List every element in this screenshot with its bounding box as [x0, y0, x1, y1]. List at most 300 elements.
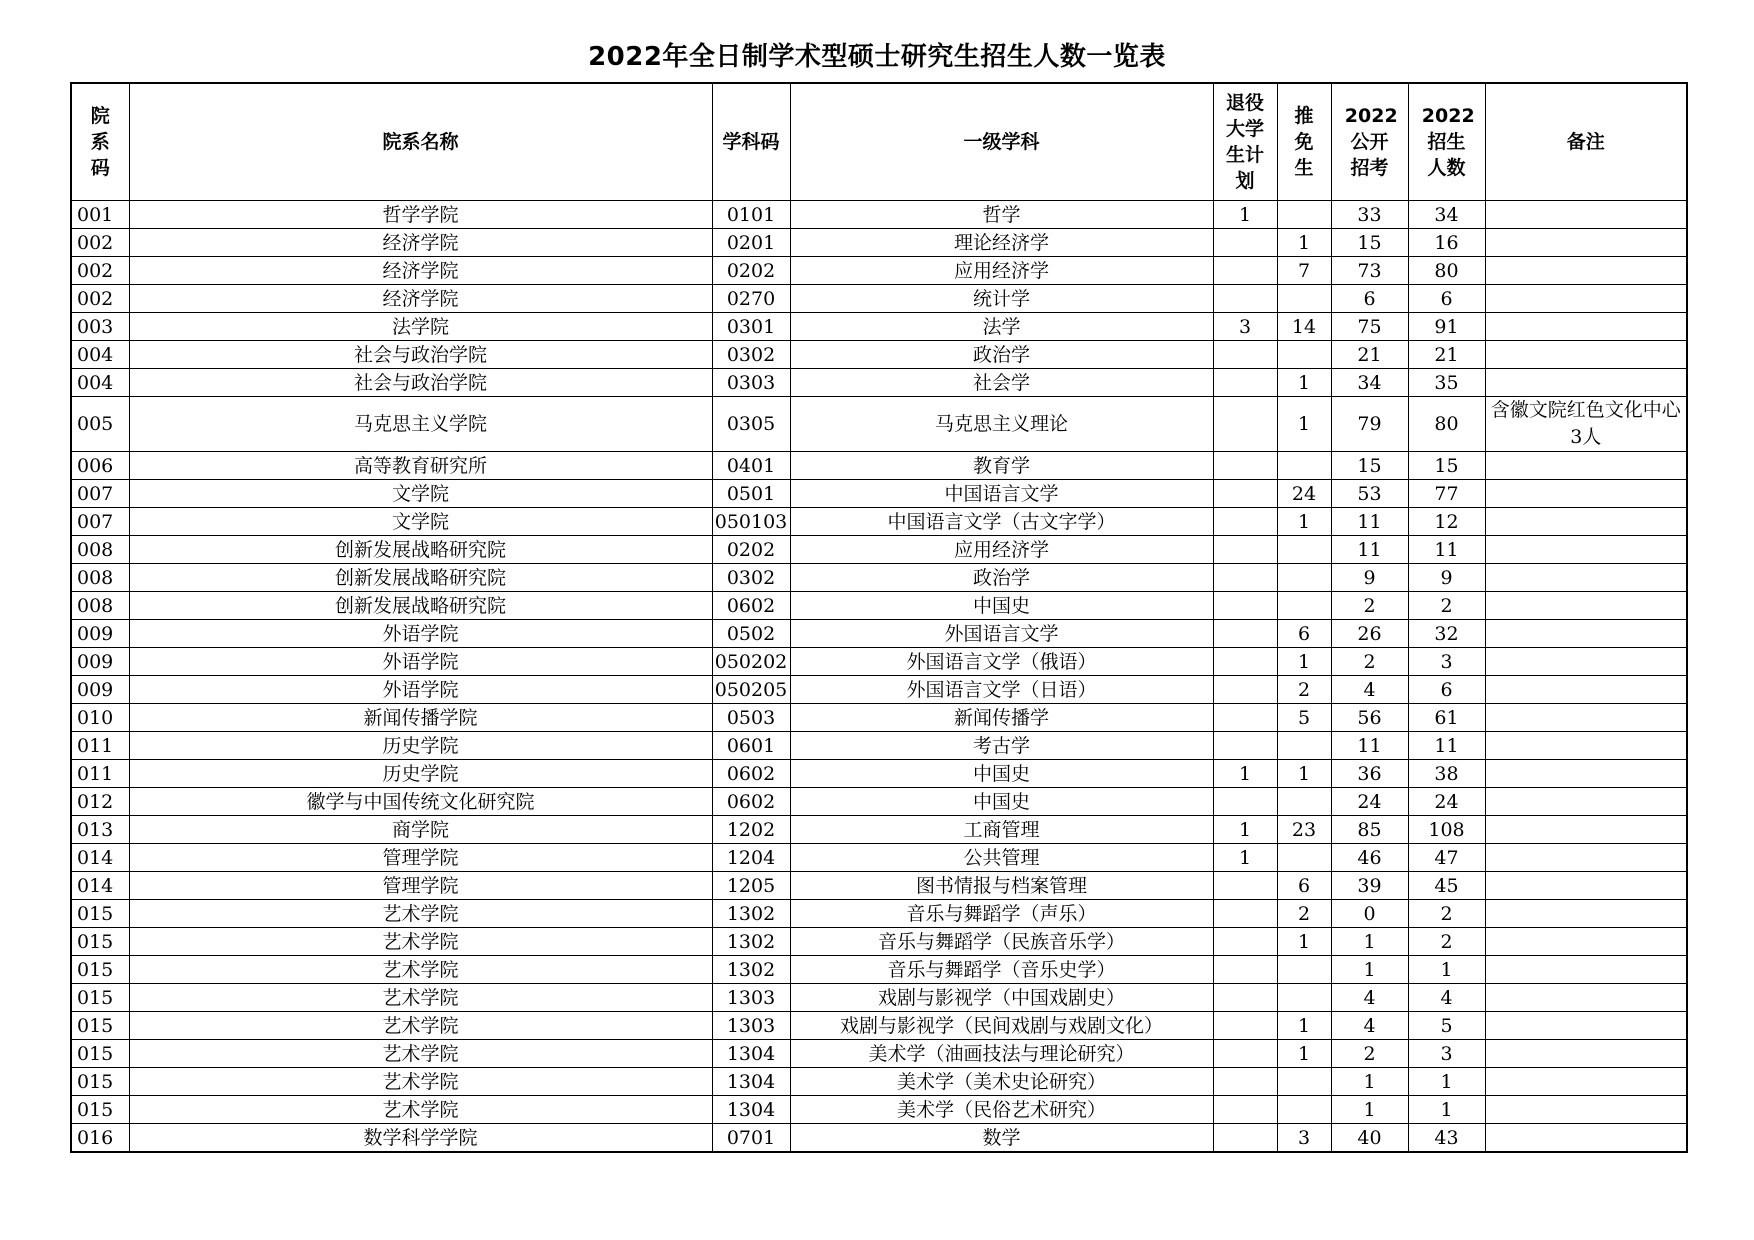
cell-exempt [1277, 564, 1331, 592]
table-row [71, 816, 1687, 844]
cell-open-exam: 34 [1331, 369, 1408, 397]
cell-dept-name: 商学院 [129, 816, 712, 844]
cell-total: 1 [1408, 956, 1485, 984]
cell-dept-code: 014 [71, 872, 129, 900]
cell-dept-code: 015 [71, 1068, 129, 1096]
cell-open-exam: 53 [1331, 480, 1408, 508]
header-dept-code: 院系码 [71, 83, 129, 201]
cell-remark [1485, 257, 1687, 285]
cell-total: 9 [1408, 564, 1485, 592]
cell-subject-code: 0302 [712, 341, 790, 369]
header-subject: 一级学科 [790, 83, 1213, 201]
cell-subject: 外国语言文学（俄语） [790, 648, 1213, 676]
cell-subject-code: 050202 [712, 648, 790, 676]
cell-veteran-plan: 3 [1213, 313, 1277, 341]
cell-remark [1485, 816, 1687, 844]
cell-subject: 马克思主义理论 [790, 397, 1213, 452]
cell-remark [1485, 536, 1687, 564]
cell-dept-code: 015 [71, 928, 129, 956]
cell-open-exam: 85 [1331, 816, 1408, 844]
cell-total: 15 [1408, 452, 1485, 480]
cell-dept-name: 哲学学院 [129, 201, 712, 229]
table-row [71, 760, 1687, 788]
cell-dept-code: 004 [71, 369, 129, 397]
header-dept-name: 院系名称 [129, 83, 712, 201]
cell-open-exam: 15 [1331, 452, 1408, 480]
cell-remark [1485, 704, 1687, 732]
cell-remark [1485, 452, 1687, 480]
cell-remark [1485, 592, 1687, 620]
cell-total: 12 [1408, 508, 1485, 536]
cell-open-exam: 2 [1331, 648, 1408, 676]
table-row [71, 1040, 1687, 1068]
table-row [71, 1096, 1687, 1124]
cell-subject: 美术学（美术史论研究） [790, 1068, 1213, 1096]
cell-subject-code: 0201 [712, 229, 790, 257]
cell-exempt [1277, 1068, 1331, 1096]
cell-exempt: 1 [1277, 1012, 1331, 1040]
cell-subject: 戏剧与影视学（民间戏剧与戏剧文化） [790, 1012, 1213, 1040]
cell-subject: 中国语言文学（古文字学） [790, 508, 1213, 536]
cell-dept-name: 文学院 [129, 480, 712, 508]
cell-dept-name: 法学院 [129, 313, 712, 341]
cell-dept-code: 011 [71, 732, 129, 760]
cell-dept-code: 002 [71, 229, 129, 257]
cell-veteran-plan [1213, 564, 1277, 592]
cell-dept-code: 010 [71, 704, 129, 732]
cell-subject: 政治学 [790, 341, 1213, 369]
cell-veteran-plan: 1 [1213, 816, 1277, 844]
cell-exempt [1277, 536, 1331, 564]
table-row [71, 508, 1687, 536]
cell-subject-code: 050205 [712, 676, 790, 704]
table-row [71, 285, 1687, 313]
cell-veteran-plan: 1 [1213, 760, 1277, 788]
cell-dept-code: 008 [71, 564, 129, 592]
cell-remark [1485, 508, 1687, 536]
table-row [71, 900, 1687, 928]
cell-dept-name: 外语学院 [129, 648, 712, 676]
cell-exempt: 23 [1277, 816, 1331, 844]
table-row [71, 788, 1687, 816]
cell-remark [1485, 1012, 1687, 1040]
cell-dept-name: 管理学院 [129, 872, 712, 900]
cell-open-exam: 1 [1331, 1096, 1408, 1124]
table-row [71, 648, 1687, 676]
cell-veteran-plan [1213, 1012, 1277, 1040]
cell-exempt [1277, 592, 1331, 620]
cell-dept-code: 015 [71, 1012, 129, 1040]
cell-open-exam: 79 [1331, 397, 1408, 452]
cell-subject-code: 0101 [712, 201, 790, 229]
cell-total: 80 [1408, 257, 1485, 285]
cell-remark [1485, 1124, 1687, 1153]
cell-open-exam: 6 [1331, 285, 1408, 313]
cell-dept-name: 艺术学院 [129, 1012, 712, 1040]
cell-total: 3 [1408, 1040, 1485, 1068]
cell-subject-code: 1302 [712, 900, 790, 928]
cell-subject: 外国语言文学（日语） [790, 676, 1213, 704]
cell-veteran-plan [1213, 872, 1277, 900]
cell-dept-name: 经济学院 [129, 285, 712, 313]
cell-total: 43 [1408, 1124, 1485, 1153]
cell-total: 77 [1408, 480, 1485, 508]
cell-subject: 哲学 [790, 201, 1213, 229]
cell-open-exam: 75 [1331, 313, 1408, 341]
page-title: 2022年全日制学术型硕士研究生招生人数一览表 [588, 42, 1166, 72]
cell-exempt: 1 [1277, 928, 1331, 956]
cell-subject: 音乐与舞蹈学（声乐） [790, 900, 1213, 928]
table-row [71, 956, 1687, 984]
cell-dept-name: 经济学院 [129, 257, 712, 285]
cell-exempt: 24 [1277, 480, 1331, 508]
cell-total: 47 [1408, 844, 1485, 872]
cell-dept-name: 艺术学院 [129, 1096, 712, 1124]
cell-dept-name: 社会与政治学院 [129, 341, 712, 369]
cell-dept-code: 009 [71, 676, 129, 704]
cell-total: 38 [1408, 760, 1485, 788]
cell-subject-code: 1205 [712, 872, 790, 900]
header-exempt: 推免生 [1277, 83, 1331, 201]
cell-total: 24 [1408, 788, 1485, 816]
cell-open-exam: 39 [1331, 872, 1408, 900]
table-row [71, 844, 1687, 872]
cell-veteran-plan [1213, 676, 1277, 704]
cell-veteran-plan [1213, 928, 1277, 956]
cell-dept-code: 007 [71, 480, 129, 508]
header-total: 2022招生人数 [1408, 83, 1485, 201]
cell-veteran-plan [1213, 369, 1277, 397]
cell-veteran-plan: 1 [1213, 844, 1277, 872]
cell-subject: 图书情报与档案管理 [790, 872, 1213, 900]
cell-veteran-plan [1213, 1124, 1277, 1153]
table-row [71, 1068, 1687, 1096]
table-header [71, 83, 1687, 201]
cell-veteran-plan [1213, 620, 1277, 648]
cell-subject-code: 0302 [712, 564, 790, 592]
cell-exempt [1277, 452, 1331, 480]
cell-dept-name: 新闻传播学院 [129, 704, 712, 732]
cell-remark: 含徽文院红色文化中心3人 [1485, 397, 1687, 452]
cell-total: 108 [1408, 816, 1485, 844]
cell-veteran-plan [1213, 1068, 1277, 1096]
cell-dept-code: 009 [71, 648, 129, 676]
cell-dept-code: 007 [71, 508, 129, 536]
cell-remark [1485, 648, 1687, 676]
cell-total: 21 [1408, 341, 1485, 369]
cell-veteran-plan [1213, 229, 1277, 257]
cell-total: 1 [1408, 1096, 1485, 1124]
cell-exempt [1277, 201, 1331, 229]
cell-dept-code: 015 [71, 956, 129, 984]
cell-remark [1485, 313, 1687, 341]
cell-total: 1 [1408, 1068, 1485, 1096]
cell-veteran-plan [1213, 1040, 1277, 1068]
cell-exempt: 1 [1277, 1040, 1331, 1068]
cell-subject: 中国史 [790, 788, 1213, 816]
cell-total: 2 [1408, 592, 1485, 620]
cell-subject: 音乐与舞蹈学（音乐史学） [790, 956, 1213, 984]
cell-open-exam: 4 [1331, 676, 1408, 704]
cell-subject-code: 0601 [712, 732, 790, 760]
cell-dept-name: 历史学院 [129, 760, 712, 788]
cell-total: 34 [1408, 201, 1485, 229]
cell-remark [1485, 229, 1687, 257]
cell-subject-code: 0270 [712, 285, 790, 313]
cell-subject-code: 0502 [712, 620, 790, 648]
table-row [71, 257, 1687, 285]
cell-veteran-plan [1213, 704, 1277, 732]
table-body [71, 201, 1687, 1153]
table-row [71, 1012, 1687, 1040]
cell-subject-code: 0305 [712, 397, 790, 452]
cell-total: 80 [1408, 397, 1485, 452]
cell-dept-name: 外语学院 [129, 620, 712, 648]
table-row [71, 369, 1687, 397]
header-remark: 备注 [1485, 83, 1687, 201]
cell-remark [1485, 928, 1687, 956]
cell-dept-code: 003 [71, 313, 129, 341]
cell-subject-code: 050103 [712, 508, 790, 536]
cell-exempt: 1 [1277, 229, 1331, 257]
cell-total: 6 [1408, 285, 1485, 313]
cell-veteran-plan: 1 [1213, 201, 1277, 229]
cell-veteran-plan [1213, 984, 1277, 1012]
cell-subject: 中国史 [790, 592, 1213, 620]
cell-dept-code: 014 [71, 844, 129, 872]
cell-subject-code: 0503 [712, 704, 790, 732]
cell-veteran-plan [1213, 592, 1277, 620]
cell-open-exam: 0 [1331, 900, 1408, 928]
table-row [71, 592, 1687, 620]
cell-dept-name: 艺术学院 [129, 1040, 712, 1068]
cell-open-exam: 33 [1331, 201, 1408, 229]
cell-subject-code: 0602 [712, 788, 790, 816]
cell-remark [1485, 285, 1687, 313]
cell-dept-code: 002 [71, 257, 129, 285]
cell-remark [1485, 984, 1687, 1012]
cell-dept-code: 005 [71, 397, 129, 452]
cell-exempt: 1 [1277, 760, 1331, 788]
cell-subject-code: 0602 [712, 592, 790, 620]
cell-exempt: 7 [1277, 257, 1331, 285]
cell-subject: 数学 [790, 1124, 1213, 1153]
table-row [71, 536, 1687, 564]
cell-veteran-plan [1213, 536, 1277, 564]
cell-total: 11 [1408, 536, 1485, 564]
cell-dept-code: 008 [71, 592, 129, 620]
cell-subject-code: 1202 [712, 816, 790, 844]
cell-subject-code: 1204 [712, 844, 790, 872]
table-row [71, 229, 1687, 257]
cell-remark [1485, 1096, 1687, 1124]
cell-exempt [1277, 956, 1331, 984]
cell-subject-code: 0301 [712, 313, 790, 341]
cell-exempt [1277, 844, 1331, 872]
cell-exempt: 2 [1277, 676, 1331, 704]
table-row [71, 452, 1687, 480]
cell-remark [1485, 369, 1687, 397]
cell-remark [1485, 341, 1687, 369]
header-row [71, 83, 1687, 201]
cell-total: 2 [1408, 928, 1485, 956]
cell-subject: 中国史 [790, 760, 1213, 788]
cell-total: 2 [1408, 900, 1485, 928]
cell-dept-name: 文学院 [129, 508, 712, 536]
cell-remark [1485, 900, 1687, 928]
cell-open-exam: 73 [1331, 257, 1408, 285]
cell-veteran-plan [1213, 480, 1277, 508]
cell-total: 5 [1408, 1012, 1485, 1040]
cell-subject-code: 0202 [712, 536, 790, 564]
cell-dept-code: 015 [71, 984, 129, 1012]
cell-veteran-plan [1213, 1096, 1277, 1124]
table-row [71, 872, 1687, 900]
cell-subject-code: 1303 [712, 984, 790, 1012]
cell-subject-code: 1304 [712, 1040, 790, 1068]
cell-total: 3 [1408, 648, 1485, 676]
cell-subject-code: 0303 [712, 369, 790, 397]
cell-remark [1485, 1040, 1687, 1068]
cell-dept-code: 015 [71, 1096, 129, 1124]
cell-subject: 美术学（油画技法与理论研究） [790, 1040, 1213, 1068]
table-row [71, 341, 1687, 369]
cell-open-exam: 26 [1331, 620, 1408, 648]
header-subject-code: 学科码 [712, 83, 790, 201]
cell-subject-code: 1302 [712, 928, 790, 956]
cell-remark [1485, 564, 1687, 592]
cell-subject: 社会学 [790, 369, 1213, 397]
cell-subject: 应用经济学 [790, 257, 1213, 285]
cell-subject-code: 1304 [712, 1068, 790, 1096]
cell-open-exam: 21 [1331, 341, 1408, 369]
cell-veteran-plan [1213, 648, 1277, 676]
table-row [71, 480, 1687, 508]
cell-open-exam: 36 [1331, 760, 1408, 788]
cell-exempt [1277, 788, 1331, 816]
cell-open-exam: 9 [1331, 564, 1408, 592]
cell-exempt: 1 [1277, 397, 1331, 452]
table-row [71, 620, 1687, 648]
cell-dept-name: 外语学院 [129, 676, 712, 704]
cell-open-exam: 11 [1331, 732, 1408, 760]
cell-open-exam: 11 [1331, 508, 1408, 536]
cell-subject: 公共管理 [790, 844, 1213, 872]
cell-subject-code: 0701 [712, 1124, 790, 1153]
cell-exempt: 6 [1277, 872, 1331, 900]
cell-open-exam: 15 [1331, 229, 1408, 257]
cell-veteran-plan [1213, 341, 1277, 369]
cell-subject: 中国语言文学 [790, 480, 1213, 508]
cell-exempt: 1 [1277, 648, 1331, 676]
cell-exempt: 14 [1277, 313, 1331, 341]
cell-remark [1485, 480, 1687, 508]
cell-dept-name: 创新发展战略研究院 [129, 536, 712, 564]
cell-subject-code: 0401 [712, 452, 790, 480]
cell-veteran-plan [1213, 900, 1277, 928]
cell-veteran-plan [1213, 285, 1277, 313]
cell-remark [1485, 732, 1687, 760]
cell-open-exam: 46 [1331, 844, 1408, 872]
cell-dept-name: 艺术学院 [129, 984, 712, 1012]
cell-subject: 考古学 [790, 732, 1213, 760]
cell-total: 61 [1408, 704, 1485, 732]
cell-total: 45 [1408, 872, 1485, 900]
cell-subject: 音乐与舞蹈学（民族音乐学） [790, 928, 1213, 956]
cell-exempt: 2 [1277, 900, 1331, 928]
cell-veteran-plan [1213, 508, 1277, 536]
cell-total: 11 [1408, 732, 1485, 760]
cell-open-exam: 2 [1331, 592, 1408, 620]
cell-open-exam: 2 [1331, 1040, 1408, 1068]
table-row [71, 984, 1687, 1012]
cell-exempt: 1 [1277, 369, 1331, 397]
cell-exempt: 6 [1277, 620, 1331, 648]
cell-remark [1485, 844, 1687, 872]
cell-subject: 戏剧与影视学（中国戏剧史） [790, 984, 1213, 1012]
cell-subject: 理论经济学 [790, 229, 1213, 257]
cell-total: 6 [1408, 676, 1485, 704]
cell-subject: 美术学（民俗艺术研究） [790, 1096, 1213, 1124]
cell-subject-code: 1303 [712, 1012, 790, 1040]
cell-subject-code: 1302 [712, 956, 790, 984]
header-veteran-plan: 退役大学生计划 [1213, 83, 1277, 201]
header-open-exam: 2022公开招考 [1331, 83, 1408, 201]
cell-exempt [1277, 285, 1331, 313]
cell-dept-name: 创新发展战略研究院 [129, 592, 712, 620]
cell-remark [1485, 956, 1687, 984]
cell-dept-code: 011 [71, 760, 129, 788]
cell-subject: 工商管理 [790, 816, 1213, 844]
cell-dept-name: 社会与政治学院 [129, 369, 712, 397]
cell-open-exam: 40 [1331, 1124, 1408, 1153]
cell-total: 91 [1408, 313, 1485, 341]
cell-dept-code: 002 [71, 285, 129, 313]
cell-dept-code: 016 [71, 1124, 129, 1153]
cell-open-exam: 4 [1331, 984, 1408, 1012]
cell-veteran-plan [1213, 956, 1277, 984]
cell-open-exam: 56 [1331, 704, 1408, 732]
cell-veteran-plan [1213, 397, 1277, 452]
cell-subject: 新闻传播学 [790, 704, 1213, 732]
table-row [71, 564, 1687, 592]
cell-subject-code: 0602 [712, 760, 790, 788]
table-row [71, 313, 1687, 341]
cell-subject: 教育学 [790, 452, 1213, 480]
cell-total: 4 [1408, 984, 1485, 1012]
cell-dept-name: 艺术学院 [129, 900, 712, 928]
cell-dept-code: 001 [71, 201, 129, 229]
table-row [71, 676, 1687, 704]
cell-veteran-plan [1213, 732, 1277, 760]
cell-remark [1485, 788, 1687, 816]
cell-veteran-plan [1213, 788, 1277, 816]
cell-exempt [1277, 984, 1331, 1012]
cell-subject-code: 1304 [712, 1096, 790, 1124]
cell-dept-name: 徽学与中国传统文化研究院 [129, 788, 712, 816]
cell-dept-code: 006 [71, 452, 129, 480]
cell-remark [1485, 676, 1687, 704]
cell-open-exam: 1 [1331, 1068, 1408, 1096]
cell-remark [1485, 872, 1687, 900]
cell-subject: 外国语言文学 [790, 620, 1213, 648]
table-row [71, 397, 1687, 452]
cell-exempt [1277, 1096, 1331, 1124]
cell-total: 16 [1408, 229, 1485, 257]
admissions-table [70, 82, 1688, 1153]
cell-dept-name: 创新发展战略研究院 [129, 564, 712, 592]
cell-subject: 应用经济学 [790, 536, 1213, 564]
